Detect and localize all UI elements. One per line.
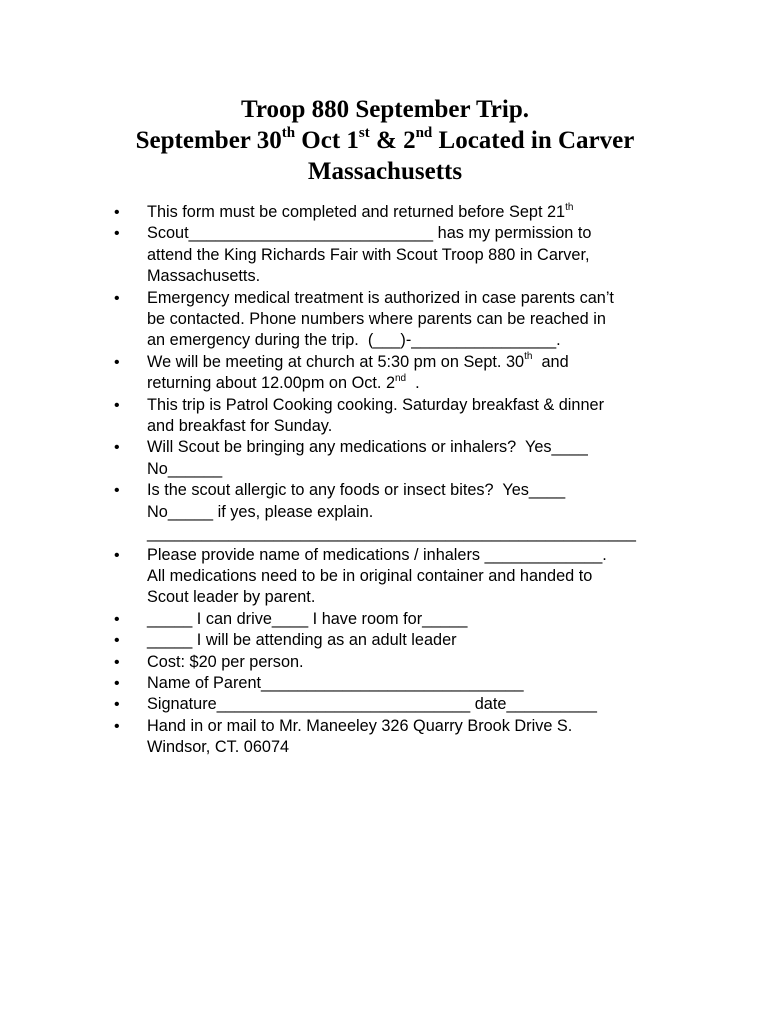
item-text: Name of Parent_____________________________	[147, 673, 524, 692]
item-line	[147, 330, 710, 351]
item-text: ______________________________________________________	[147, 524, 636, 543]
title-date-start: September 30	[135, 127, 282, 154]
item-line	[147, 223, 710, 244]
bullet-icon: •	[114, 717, 120, 735]
item-line	[147, 587, 710, 608]
item-line	[147, 609, 710, 630]
title-sup-th: th	[281, 124, 296, 141]
item-line	[147, 245, 710, 266]
item-line	[147, 437, 710, 458]
item-text: Emergency medical treatment is authorized in case parents can’t	[147, 288, 614, 307]
item-text: _____ I can drive____ I have room for_____	[147, 609, 468, 628]
item-line	[147, 395, 710, 416]
item-text: All medications need to be in original container and handed to	[147, 566, 593, 585]
item-line	[147, 309, 710, 330]
item-line	[147, 459, 710, 480]
bullet-icon: •	[114, 289, 120, 307]
item-line	[147, 480, 710, 501]
item-line	[147, 373, 710, 394]
item-text: Signature____________________________ date__________	[147, 695, 597, 714]
item-text: and breakfast for Sunday.	[147, 417, 333, 436]
item-text: Please provide name of medications / inhalers _____________.	[147, 545, 607, 564]
item-superscript: th	[565, 201, 574, 213]
item-line	[147, 673, 710, 694]
bullet-icon: •	[114, 396, 120, 414]
title-date-second: & 2	[369, 127, 416, 154]
item-text: an emergency during the trip. (___)-________________.	[147, 331, 561, 350]
item-text: attend the King Richards Fair with Scout Troop 880 in Carver,	[147, 245, 590, 264]
title-line-1: Troop 880 September Trip.	[241, 96, 529, 123]
item-superscript: nd	[395, 372, 407, 384]
list-item	[0, 630, 770, 651]
title-sup-st: st	[358, 124, 370, 141]
title-line-3: Massachusetts	[307, 158, 463, 185]
item-text: Massachusetts.	[147, 267, 261, 286]
item-text: This form must be completed and returned before Sept 21	[147, 203, 566, 221]
bullet-list	[0, 202, 770, 759]
bullet-icon: •	[114, 610, 120, 628]
item-line	[147, 416, 710, 437]
item-text: We will be meeting at church at 5:30 pm on Sept. 30	[147, 352, 525, 371]
bullet-icon: •	[114, 439, 120, 457]
item-line	[147, 352, 710, 373]
item-line	[147, 288, 710, 309]
item-text: Is the scout allergic to any foods or insect bites? Yes____	[147, 481, 566, 500]
item-line	[147, 737, 710, 758]
item-line	[147, 652, 710, 673]
item-text-after: and	[532, 352, 569, 371]
bullet-icon: •	[114, 674, 120, 692]
page-title	[60, 94, 710, 187]
title-location: Located in Carver	[432, 127, 635, 154]
item-text: returning about 12.00pm on Oct. 2	[147, 374, 395, 393]
list-item	[0, 609, 770, 630]
item-text: Will Scout be bringing any medications or inhalers? Yes____	[147, 438, 588, 457]
list-item	[0, 395, 770, 438]
bullet-icon: •	[114, 204, 120, 221]
item-text: No_____ if yes, please explain.	[147, 502, 374, 521]
title-sup-nd: nd	[415, 124, 433, 141]
bullet-icon: •	[114, 353, 120, 371]
item-text: This trip is Patrol Cooking cooking. Saturday breakfast & dinner	[147, 395, 605, 414]
list-item	[0, 352, 770, 395]
item-text: Scout leader by parent.	[147, 588, 316, 607]
item-text: Hand in or mail to Mr. Maneeley 326 Quarry Brook Drive S.	[147, 716, 573, 735]
list-item	[0, 545, 770, 609]
item-line	[147, 523, 710, 544]
bullet-icon: •	[114, 225, 120, 243]
item-text: Cost: $20 per person.	[147, 652, 304, 671]
list-item	[0, 202, 770, 223]
bullet-icon: •	[114, 653, 120, 671]
list-item	[0, 652, 770, 673]
item-line	[147, 545, 710, 566]
item-text: Scout___________________________ has my permission to	[147, 224, 592, 243]
item-line	[147, 630, 710, 651]
title-line-2	[60, 125, 710, 156]
list-item	[0, 223, 770, 287]
bullet-icon: •	[114, 632, 120, 650]
item-line	[147, 716, 710, 737]
item-line	[147, 202, 710, 223]
item-line	[147, 566, 710, 587]
item-text-after: .	[406, 374, 420, 393]
bullet-icon: •	[114, 482, 120, 500]
item-text: No______	[147, 459, 223, 478]
list-item	[0, 437, 770, 480]
title-date-oct: Oct 1	[295, 127, 359, 154]
bullet-icon: •	[114, 546, 120, 564]
list-item	[0, 694, 770, 715]
list-item	[0, 480, 770, 544]
bullet-icon: •	[114, 696, 120, 714]
item-text: _____ I will be attending as an adult leader	[147, 631, 457, 650]
list-item	[0, 673, 770, 694]
item-text: be contacted. Phone numbers where parents can be reached in	[147, 310, 606, 329]
item-line	[147, 266, 710, 287]
item-line	[147, 502, 710, 523]
list-item	[0, 716, 770, 759]
item-superscript: th	[524, 351, 533, 363]
item-line	[147, 694, 710, 715]
item-text: Windsor, CT. 06074	[147, 738, 290, 757]
list-item	[0, 288, 770, 352]
